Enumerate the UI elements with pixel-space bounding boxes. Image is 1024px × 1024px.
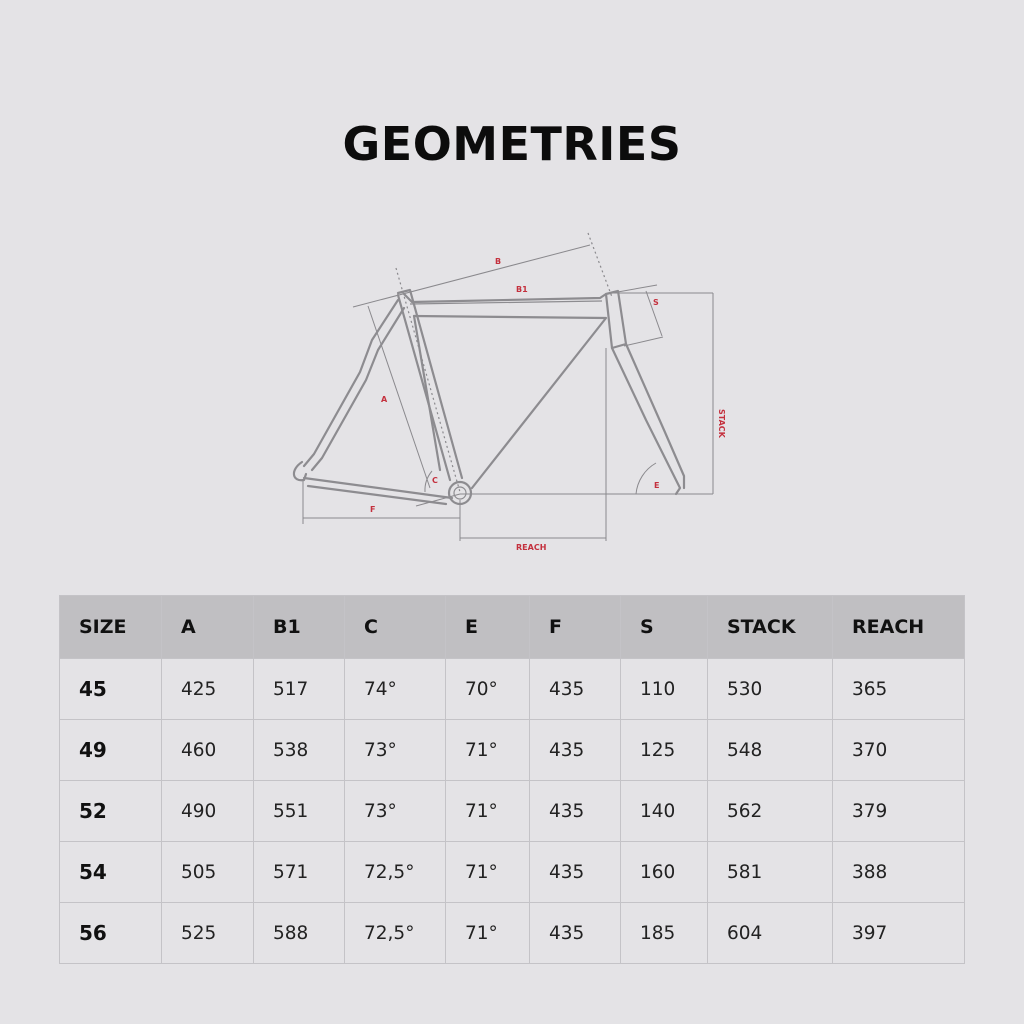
- label-stack: STACK: [717, 409, 726, 438]
- header-stack: STACK: [708, 596, 833, 659]
- cell-c: 73°: [345, 720, 446, 781]
- geometry-table-container: [59, 595, 964, 964]
- label-s: S: [653, 298, 659, 307]
- cell-size: 56: [60, 903, 162, 964]
- cell-stack: 530: [708, 659, 833, 720]
- header-f: F: [530, 596, 621, 659]
- cell-f: 435: [530, 659, 621, 720]
- cell-e: 71°: [446, 842, 530, 903]
- cell-c: 74°: [345, 659, 446, 720]
- header-e: E: [446, 596, 530, 659]
- cell-c: 72,5°: [345, 903, 446, 964]
- cell-size: 54: [60, 842, 162, 903]
- cell-f: 435: [530, 842, 621, 903]
- cell-stack: 562: [708, 781, 833, 842]
- cell-f: 435: [530, 903, 621, 964]
- cell-b1: 551: [254, 781, 345, 842]
- table-row: [60, 842, 965, 903]
- cell-stack: 581: [708, 842, 833, 903]
- cell-size: 52: [60, 781, 162, 842]
- label-b1: B1: [516, 285, 528, 294]
- cell-f: 435: [530, 720, 621, 781]
- cell-size: 45: [60, 659, 162, 720]
- header-reach: REACH: [833, 596, 965, 659]
- cell-s: 185: [621, 903, 708, 964]
- cell-e: 71°: [446, 720, 530, 781]
- cell-reach: 379: [833, 781, 965, 842]
- cell-stack: 604: [708, 903, 833, 964]
- cell-b1: 538: [254, 720, 345, 781]
- cell-b1: 571: [254, 842, 345, 903]
- dimension-lines: [303, 233, 713, 541]
- cell-s: 140: [621, 781, 708, 842]
- label-f: F: [370, 505, 376, 514]
- label-reach: REACH: [516, 543, 547, 552]
- cell-a: 460: [162, 720, 254, 781]
- cell-a: 525: [162, 903, 254, 964]
- cell-stack: 548: [708, 720, 833, 781]
- cell-size: 49: [60, 720, 162, 781]
- cell-a: 505: [162, 842, 254, 903]
- cell-c: 72,5°: [345, 842, 446, 903]
- cell-b1: 517: [254, 659, 345, 720]
- label-e: E: [654, 481, 660, 490]
- cell-s: 110: [621, 659, 708, 720]
- header-a: A: [162, 596, 254, 659]
- table-header-row: [60, 596, 965, 659]
- header-size: SIZE: [60, 596, 162, 659]
- table-row: [60, 903, 965, 964]
- bike-frame: [294, 290, 684, 504]
- header-c: C: [345, 596, 446, 659]
- cell-reach: 388: [833, 842, 965, 903]
- cell-a: 425: [162, 659, 254, 720]
- cell-reach: 365: [833, 659, 965, 720]
- cell-e: 71°: [446, 903, 530, 964]
- cell-a: 490: [162, 781, 254, 842]
- table-row: [60, 720, 965, 781]
- cell-c: 73°: [345, 781, 446, 842]
- cell-s: 125: [621, 720, 708, 781]
- label-a: A: [381, 395, 388, 404]
- cell-e: 70°: [446, 659, 530, 720]
- cell-b1: 588: [254, 903, 345, 964]
- table-row: [60, 659, 965, 720]
- header-b1: B1: [254, 596, 345, 659]
- geometry-table: [59, 595, 965, 964]
- cell-reach: 370: [833, 720, 965, 781]
- cell-s: 160: [621, 842, 708, 903]
- table-row: [60, 781, 965, 842]
- cell-f: 435: [530, 781, 621, 842]
- label-b: B: [495, 257, 502, 266]
- cell-e: 71°: [446, 781, 530, 842]
- label-c: C: [432, 476, 438, 485]
- cell-reach: 397: [833, 903, 965, 964]
- page-title: GEOMETRIES: [342, 117, 682, 171]
- header-s: S: [621, 596, 708, 659]
